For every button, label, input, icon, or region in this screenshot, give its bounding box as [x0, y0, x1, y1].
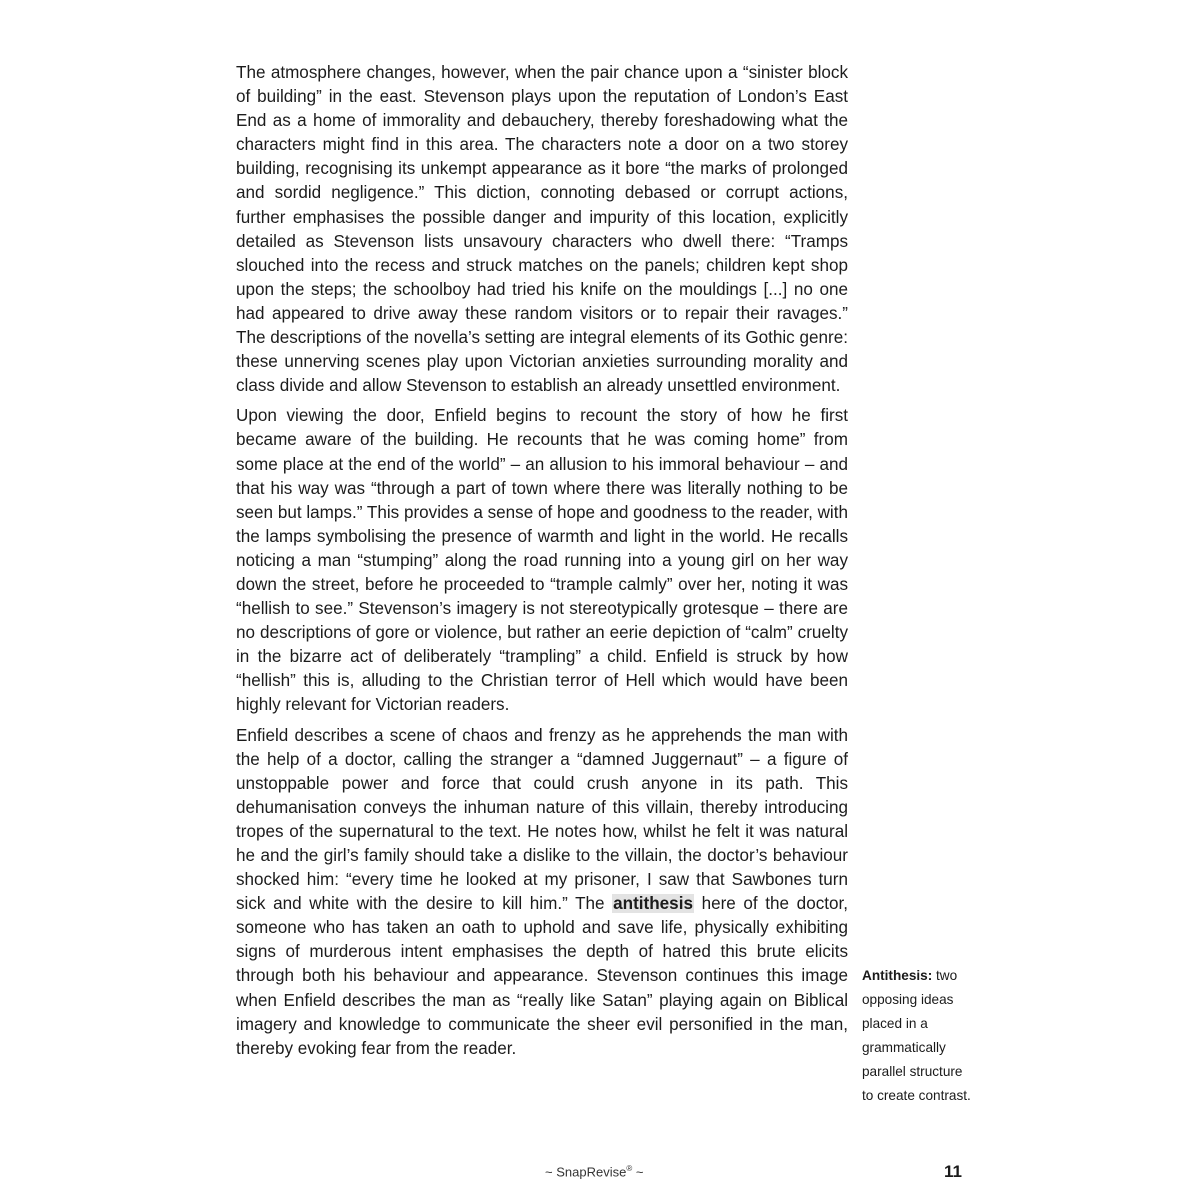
registered-mark-icon: ®: [626, 1164, 633, 1173]
paragraph-3-text-before: Enfield describes a scene of chaos and frenzy as he apprehends the man with the help of a doctor, calling the stranger a “damned Juggernaut” – a figure of unstoppable power and force that could crush anyone in its path. This dehumanisation conveys the inhuman nature of this villain, thereby introducing tropes of the supernatural to the text. He notes how, whilst he felt it was natural he and the girl’s family should take a dislike to the villain, the doctor’s behaviour shocked him: “every time he looked at my prisoner, I saw that Sawbones turn sick and white with the desire to kill him.” The: [236, 725, 848, 914]
page-number: 11: [944, 1162, 962, 1181]
tilde-left-icon: ~: [545, 1164, 553, 1180]
definition-text: two opposing ideas placed in a grammatically parallel structure to create contrast.: [862, 968, 971, 1104]
paragraph-3-text-after: here of the doctor, someone who has taken an oath to uphold and save life, physically exhibiting signs of murderous intent emphasises the depth of hatred this brute elicits through both his behaviour and appearance. Stevenson continues this image when Enfield describes the man as “really like Satan” playing again on Biblical imagery and knowledge to communicate the sheer evil personified in the man, thereby evoking fear from the reader.: [236, 894, 848, 1058]
definition-term: Antithesis:: [862, 968, 933, 983]
paragraph-1: The atmosphere changes, however, when the pair chance upon a “sinister block of building” in the east. Stevenson plays upon the reputation of London’s East End as a home of immorality and debauchery, thereby foreshadowing what the characters might find in this area. The characters note a door on a two storey building, recognising its unkempt appearance as it bore “the marks of prolonged and sordid negligence.” This diction, connoting debased or corrupt actions, further emphasises the possible danger and impurity of this location, explicitly detailed as Stevenson lists unsavoury characters who dwell there: “Tramps slouched into the recess and struck matches on the panels; children kept shop upon the steps; the schoolboy had tried his knife on the mouldings [...] no one had appeared to drive away these random visitors or to repair their ravages.” The descriptions of the novella’s setting are integral elements of its Gothic genre: these unnerving scenes play upon Victorian anxieties surrounding morality and class divide and allow Stevenson to establish an already unsettled environment.: [236, 63, 848, 396]
margin-definition-note: [862, 964, 974, 1109]
brand-footer: [545, 1164, 643, 1179]
paragraph-3: [236, 724, 848, 1061]
tilde-right-icon: ~: [635, 1164, 644, 1180]
brand-name: SnapRevise: [556, 1164, 627, 1180]
highlighted-term-antithesis: antithesis: [613, 894, 693, 914]
page-footer: [0, 1162, 1200, 1186]
paragraph-2: Upon viewing the door, Enfield begins to recount the story of how he first became aware of the building. He recounts that he was coming home” from some place at the end of the world” – an allusion to his immoral behaviour – and that his way was “through a part of town where there was literally nothing to be seen but lamps.” This provides a sense of hope and goodness to the reader, with the lamps symbolising the presence of warmth and light in the world. He recalls noticing a man “stumping” along the road running into a young girl on her way down the street, before he proceeded to “trample calmly” over her, noting it was “hellish to see.” Stevenson’s imagery is not stereotypically grotesque – there are no descriptions of gore or violence, but rather an eerie depiction of “calm” cruelty in the bizarre act of deliberately “trampling” a child. Enfield is struck by how “hellish” this is, alluding to the Christian terror of Hell which would have been highly relevant for Victorian readers.: [236, 406, 848, 715]
main-text-column: [236, 61, 848, 1067]
